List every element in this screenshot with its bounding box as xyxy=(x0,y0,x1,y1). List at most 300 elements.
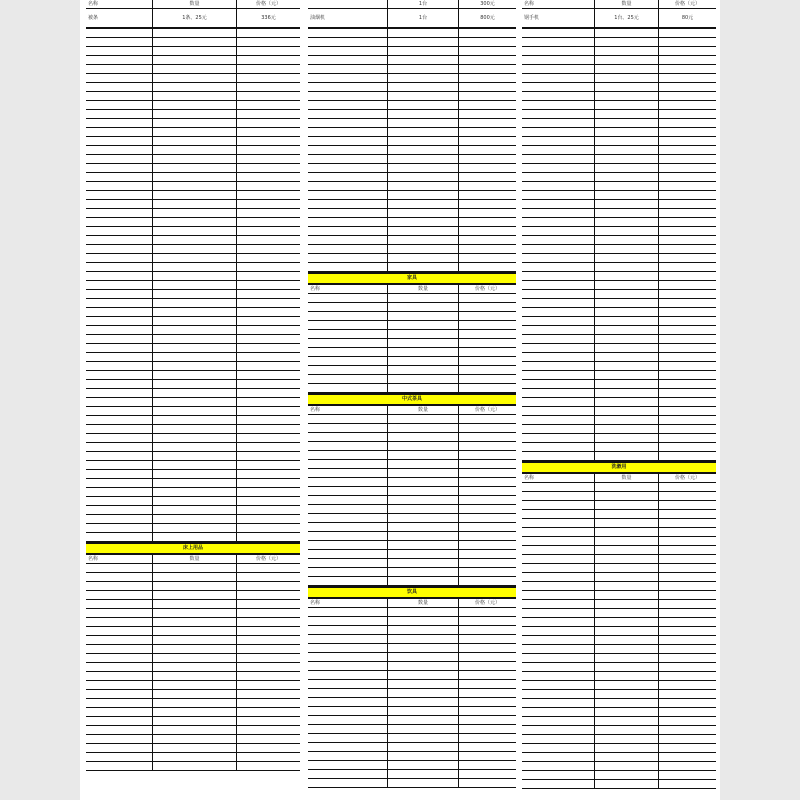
table-cell xyxy=(237,690,299,698)
table-cell xyxy=(523,582,593,590)
column-divider xyxy=(594,101,595,109)
table-row xyxy=(86,425,300,434)
column-divider xyxy=(594,609,595,617)
table-row xyxy=(308,74,516,83)
column-divider xyxy=(387,110,388,118)
column-divider xyxy=(658,501,659,509)
column-divider xyxy=(387,173,388,181)
column-divider xyxy=(458,321,459,329)
table-cell xyxy=(523,618,593,626)
table-row xyxy=(522,519,716,528)
table-cell xyxy=(87,443,151,451)
table-cell xyxy=(459,348,515,356)
column-divider xyxy=(594,690,595,698)
column-divider xyxy=(658,483,659,491)
column-divider xyxy=(594,699,595,707)
column-divider xyxy=(387,559,388,567)
table-cell xyxy=(237,744,299,752)
table-cell xyxy=(659,317,715,325)
table-cell xyxy=(595,272,657,280)
table-cell xyxy=(659,672,715,680)
table-cell xyxy=(595,443,657,451)
table-cell xyxy=(237,618,299,626)
column-divider xyxy=(458,384,459,392)
table-cell: 价格（元） xyxy=(474,600,500,606)
table-cell: 数量 xyxy=(189,556,200,562)
column-divider xyxy=(658,380,659,388)
column-divider xyxy=(387,182,388,190)
table-row xyxy=(308,635,516,644)
table-cell xyxy=(388,478,457,486)
column-divider xyxy=(458,559,459,567)
column-divider xyxy=(236,654,237,662)
table-cell xyxy=(659,110,715,118)
table-row xyxy=(522,452,716,461)
table-cell xyxy=(309,312,386,320)
column-divider xyxy=(658,699,659,707)
table-cell xyxy=(309,375,386,383)
table-cell xyxy=(388,101,457,109)
column-divider xyxy=(236,9,237,27)
table-cell xyxy=(388,460,457,468)
column-divider xyxy=(594,483,595,491)
table-cell xyxy=(388,254,457,262)
table-cell xyxy=(153,645,235,653)
table-row xyxy=(308,137,516,146)
column-divider xyxy=(658,537,659,545)
column-divider xyxy=(236,119,237,127)
column-divider xyxy=(152,218,153,226)
table-row xyxy=(522,173,716,182)
table-cell xyxy=(153,389,235,397)
column-divider xyxy=(594,564,595,572)
column-divider xyxy=(387,415,388,423)
table-cell xyxy=(237,272,299,280)
table-cell xyxy=(459,263,515,271)
column-divider xyxy=(594,299,595,307)
table-cell xyxy=(309,433,386,441)
table-cell xyxy=(237,762,299,770)
table-cell xyxy=(309,698,386,706)
table-cell xyxy=(595,173,657,181)
table-cell xyxy=(309,752,386,760)
table-cell xyxy=(595,74,657,82)
table-cell xyxy=(237,497,299,505)
column-divider xyxy=(658,735,659,743)
table-cell xyxy=(595,699,657,707)
table-cell xyxy=(595,200,657,208)
table-cell xyxy=(459,505,515,513)
table-cell xyxy=(523,290,593,298)
column-divider xyxy=(458,770,459,778)
table-cell xyxy=(153,128,235,136)
table-cell xyxy=(237,29,299,37)
table-row xyxy=(522,600,716,609)
table-cell xyxy=(153,690,235,698)
column-divider xyxy=(658,771,659,779)
column-divider xyxy=(152,497,153,505)
table-cell xyxy=(459,415,515,423)
table-cell xyxy=(659,762,715,770)
column-divider xyxy=(152,681,153,689)
table-cell xyxy=(309,384,386,392)
table-row xyxy=(522,510,716,519)
table-cell xyxy=(523,501,593,509)
table-row xyxy=(86,173,300,182)
column-divider xyxy=(387,734,388,742)
column-divider xyxy=(387,761,388,769)
table-cell xyxy=(309,294,386,302)
column-divider xyxy=(387,599,388,607)
column-divider xyxy=(458,442,459,450)
table-cell xyxy=(237,371,299,379)
table-cell xyxy=(595,362,657,370)
table-cell xyxy=(153,609,235,617)
table-row xyxy=(308,644,516,653)
table-cell xyxy=(153,618,235,626)
table-row xyxy=(522,164,716,173)
table-cell xyxy=(87,290,151,298)
column-divider xyxy=(658,0,659,8)
table-row xyxy=(86,353,300,362)
table-row xyxy=(86,506,300,515)
column-divider xyxy=(387,92,388,100)
table-row xyxy=(86,272,300,281)
column-divider xyxy=(658,528,659,536)
section-header: 中式茶具 xyxy=(308,393,516,406)
table-cell xyxy=(87,582,151,590)
column-divider xyxy=(152,119,153,127)
table-cell xyxy=(237,524,299,532)
table-cell xyxy=(659,434,715,442)
table-cell xyxy=(459,65,515,73)
table-cell xyxy=(153,191,235,199)
table-cell xyxy=(153,137,235,145)
table-cell xyxy=(309,254,386,262)
table-row xyxy=(308,9,516,29)
table-cell xyxy=(309,209,386,217)
column-divider xyxy=(387,245,388,253)
table-cell xyxy=(459,487,515,495)
column-divider xyxy=(594,708,595,716)
table-cell xyxy=(87,74,151,82)
table-cell xyxy=(523,645,593,653)
column-divider xyxy=(594,452,595,460)
table-cell xyxy=(237,600,299,608)
table-row xyxy=(308,321,516,330)
table-row xyxy=(86,443,300,452)
table-cell xyxy=(659,636,715,644)
table-cell xyxy=(595,38,657,46)
column-divider xyxy=(152,564,153,572)
column-divider xyxy=(152,38,153,46)
table-cell xyxy=(388,442,457,450)
table-cell xyxy=(237,209,299,217)
table-cell xyxy=(659,609,715,617)
table-row xyxy=(308,92,516,101)
column-divider xyxy=(152,645,153,653)
column-divider xyxy=(458,478,459,486)
table-cell xyxy=(523,492,593,500)
column-divider xyxy=(594,717,595,725)
table-cell xyxy=(459,644,515,652)
table-row xyxy=(308,348,516,357)
table-cell xyxy=(309,626,386,634)
column-divider xyxy=(236,461,237,469)
column-divider xyxy=(387,366,388,374)
column-divider xyxy=(458,209,459,217)
table-row xyxy=(308,608,516,617)
table-cell xyxy=(595,128,657,136)
table-row xyxy=(86,317,300,326)
table-row xyxy=(86,263,300,272)
table-cell xyxy=(659,101,715,109)
column-divider xyxy=(236,371,237,379)
column-divider xyxy=(152,281,153,289)
table-cell xyxy=(523,434,593,442)
table-cell: 价格（元） xyxy=(255,1,281,7)
table-cell xyxy=(595,263,657,271)
table-row xyxy=(86,564,300,573)
table-cell xyxy=(237,533,299,541)
table-row xyxy=(308,433,516,442)
column-divider xyxy=(387,339,388,347)
column-divider xyxy=(152,137,153,145)
table-cell xyxy=(87,362,151,370)
column-divider xyxy=(236,83,237,91)
table-cell xyxy=(237,515,299,523)
column-divider xyxy=(387,294,388,302)
table-cell xyxy=(237,452,299,460)
column-divider xyxy=(387,164,388,172)
table-cell xyxy=(595,245,657,253)
table-cell xyxy=(659,501,715,509)
column-divider xyxy=(458,173,459,181)
table-cell xyxy=(87,65,151,73)
table-cell xyxy=(459,375,515,383)
column-divider xyxy=(458,38,459,46)
table-cell xyxy=(237,461,299,469)
column-divider xyxy=(152,74,153,82)
table-cell xyxy=(309,559,386,567)
column-divider xyxy=(458,182,459,190)
column-divider xyxy=(458,29,459,37)
table-row xyxy=(308,339,516,348)
column-divider xyxy=(236,101,237,109)
table-row xyxy=(522,555,716,564)
column-divider xyxy=(152,272,153,280)
table-row xyxy=(522,708,716,717)
column-divider xyxy=(594,735,595,743)
table-cell xyxy=(388,424,457,432)
table-row xyxy=(86,690,300,699)
table-cell xyxy=(595,83,657,91)
table-cell xyxy=(309,155,386,163)
table-cell xyxy=(659,65,715,73)
table-cell xyxy=(153,65,235,73)
column-divider xyxy=(236,515,237,523)
column-divider xyxy=(387,653,388,661)
table-cell: 300元 xyxy=(480,1,495,7)
table-cell xyxy=(87,663,151,671)
table-row xyxy=(522,92,716,101)
table-cell xyxy=(459,460,515,468)
table-cell xyxy=(309,451,386,459)
column-divider xyxy=(658,191,659,199)
column-divider xyxy=(152,0,153,8)
table-cell xyxy=(459,119,515,127)
column-divider xyxy=(458,617,459,625)
table-cell xyxy=(659,735,715,743)
table-cell xyxy=(388,734,457,742)
table-row xyxy=(86,654,300,663)
table-cell: 价格（元） xyxy=(674,1,700,7)
table-cell xyxy=(595,654,657,662)
table-cell xyxy=(388,707,457,715)
table-cell xyxy=(659,308,715,316)
table-cell xyxy=(595,227,657,235)
table-cell xyxy=(523,254,593,262)
table-row xyxy=(522,780,716,789)
table-cell xyxy=(459,254,515,262)
table-cell xyxy=(459,38,515,46)
column-divider xyxy=(152,164,153,172)
column-divider xyxy=(458,285,459,293)
column-divider xyxy=(387,227,388,235)
table-cell xyxy=(459,626,515,634)
column-divider xyxy=(236,308,237,316)
table-cell xyxy=(523,425,593,433)
table-cell xyxy=(153,29,235,37)
table-cell: 1条、25元 xyxy=(182,15,207,21)
table-cell xyxy=(659,47,715,55)
column-divider xyxy=(594,443,595,451)
column-divider xyxy=(236,753,237,761)
table-cell xyxy=(595,65,657,73)
column-divider xyxy=(236,272,237,280)
table-cell xyxy=(459,559,515,567)
table-cell xyxy=(309,415,386,423)
table-row xyxy=(522,56,716,65)
table-cell xyxy=(459,698,515,706)
table-cell xyxy=(523,591,593,599)
table-cell xyxy=(237,717,299,725)
table-cell xyxy=(153,434,235,442)
column-divider xyxy=(236,708,237,716)
table-cell xyxy=(459,303,515,311)
table-cell xyxy=(153,254,235,262)
table-row xyxy=(308,182,516,191)
table-cell xyxy=(309,460,386,468)
table-row xyxy=(308,209,516,218)
table-cell xyxy=(309,635,386,643)
table-cell xyxy=(388,617,457,625)
table-cell: 价格（元） xyxy=(674,475,700,481)
table-cell xyxy=(309,734,386,742)
table-cell xyxy=(237,389,299,397)
table-cell xyxy=(595,281,657,289)
column-divider xyxy=(152,762,153,770)
table-cell xyxy=(595,663,657,671)
table-cell xyxy=(388,671,457,679)
table-cell xyxy=(459,200,515,208)
column-divider xyxy=(658,398,659,406)
table-cell xyxy=(595,690,657,698)
column-divider xyxy=(594,47,595,55)
column-divider xyxy=(658,344,659,352)
table-row xyxy=(308,496,516,505)
column-divider xyxy=(236,488,237,496)
table-cell xyxy=(388,415,457,423)
column-divider xyxy=(236,434,237,442)
column-divider xyxy=(594,663,595,671)
table-cell xyxy=(659,281,715,289)
table-cell xyxy=(87,335,151,343)
table-cell xyxy=(309,743,386,751)
table-cell xyxy=(237,735,299,743)
table-cell xyxy=(659,74,715,82)
table-cell xyxy=(237,479,299,487)
table-cell xyxy=(659,416,715,424)
table-cell xyxy=(153,636,235,644)
table-cell xyxy=(237,443,299,451)
column-divider xyxy=(658,218,659,226)
table-cell xyxy=(523,726,593,734)
table-cell xyxy=(87,272,151,280)
table-cell xyxy=(87,726,151,734)
table-row xyxy=(308,200,516,209)
table-row xyxy=(86,308,300,317)
column-divider xyxy=(387,119,388,127)
table-cell xyxy=(309,164,386,172)
column-divider xyxy=(458,65,459,73)
column-divider xyxy=(458,92,459,100)
table-cell xyxy=(659,362,715,370)
column-divider xyxy=(387,496,388,504)
table-cell xyxy=(388,743,457,751)
table-row xyxy=(522,645,716,654)
table-cell xyxy=(659,771,715,779)
table-cell xyxy=(595,353,657,361)
table-cell xyxy=(309,550,386,558)
table-row xyxy=(522,83,716,92)
table-cell xyxy=(388,321,457,329)
table-cell xyxy=(153,591,235,599)
table-row xyxy=(522,753,716,762)
column-divider xyxy=(594,209,595,217)
table-row xyxy=(308,469,516,478)
column-divider xyxy=(658,47,659,55)
table-cell xyxy=(309,662,386,670)
column-divider xyxy=(458,577,459,585)
column-divider xyxy=(458,568,459,576)
table-cell: 名称 xyxy=(310,407,321,413)
table-cell xyxy=(237,281,299,289)
table-cell xyxy=(659,510,715,518)
table-cell xyxy=(309,137,386,145)
table-cell xyxy=(459,689,515,697)
table-cell xyxy=(237,573,299,581)
table-row xyxy=(522,573,716,582)
column-divider xyxy=(236,65,237,73)
table-header-row xyxy=(522,0,716,9)
table-row xyxy=(308,451,516,460)
table-cell xyxy=(595,771,657,779)
column-divider xyxy=(458,56,459,64)
table-cell xyxy=(459,617,515,625)
column-divider xyxy=(236,380,237,388)
table-cell xyxy=(153,335,235,343)
